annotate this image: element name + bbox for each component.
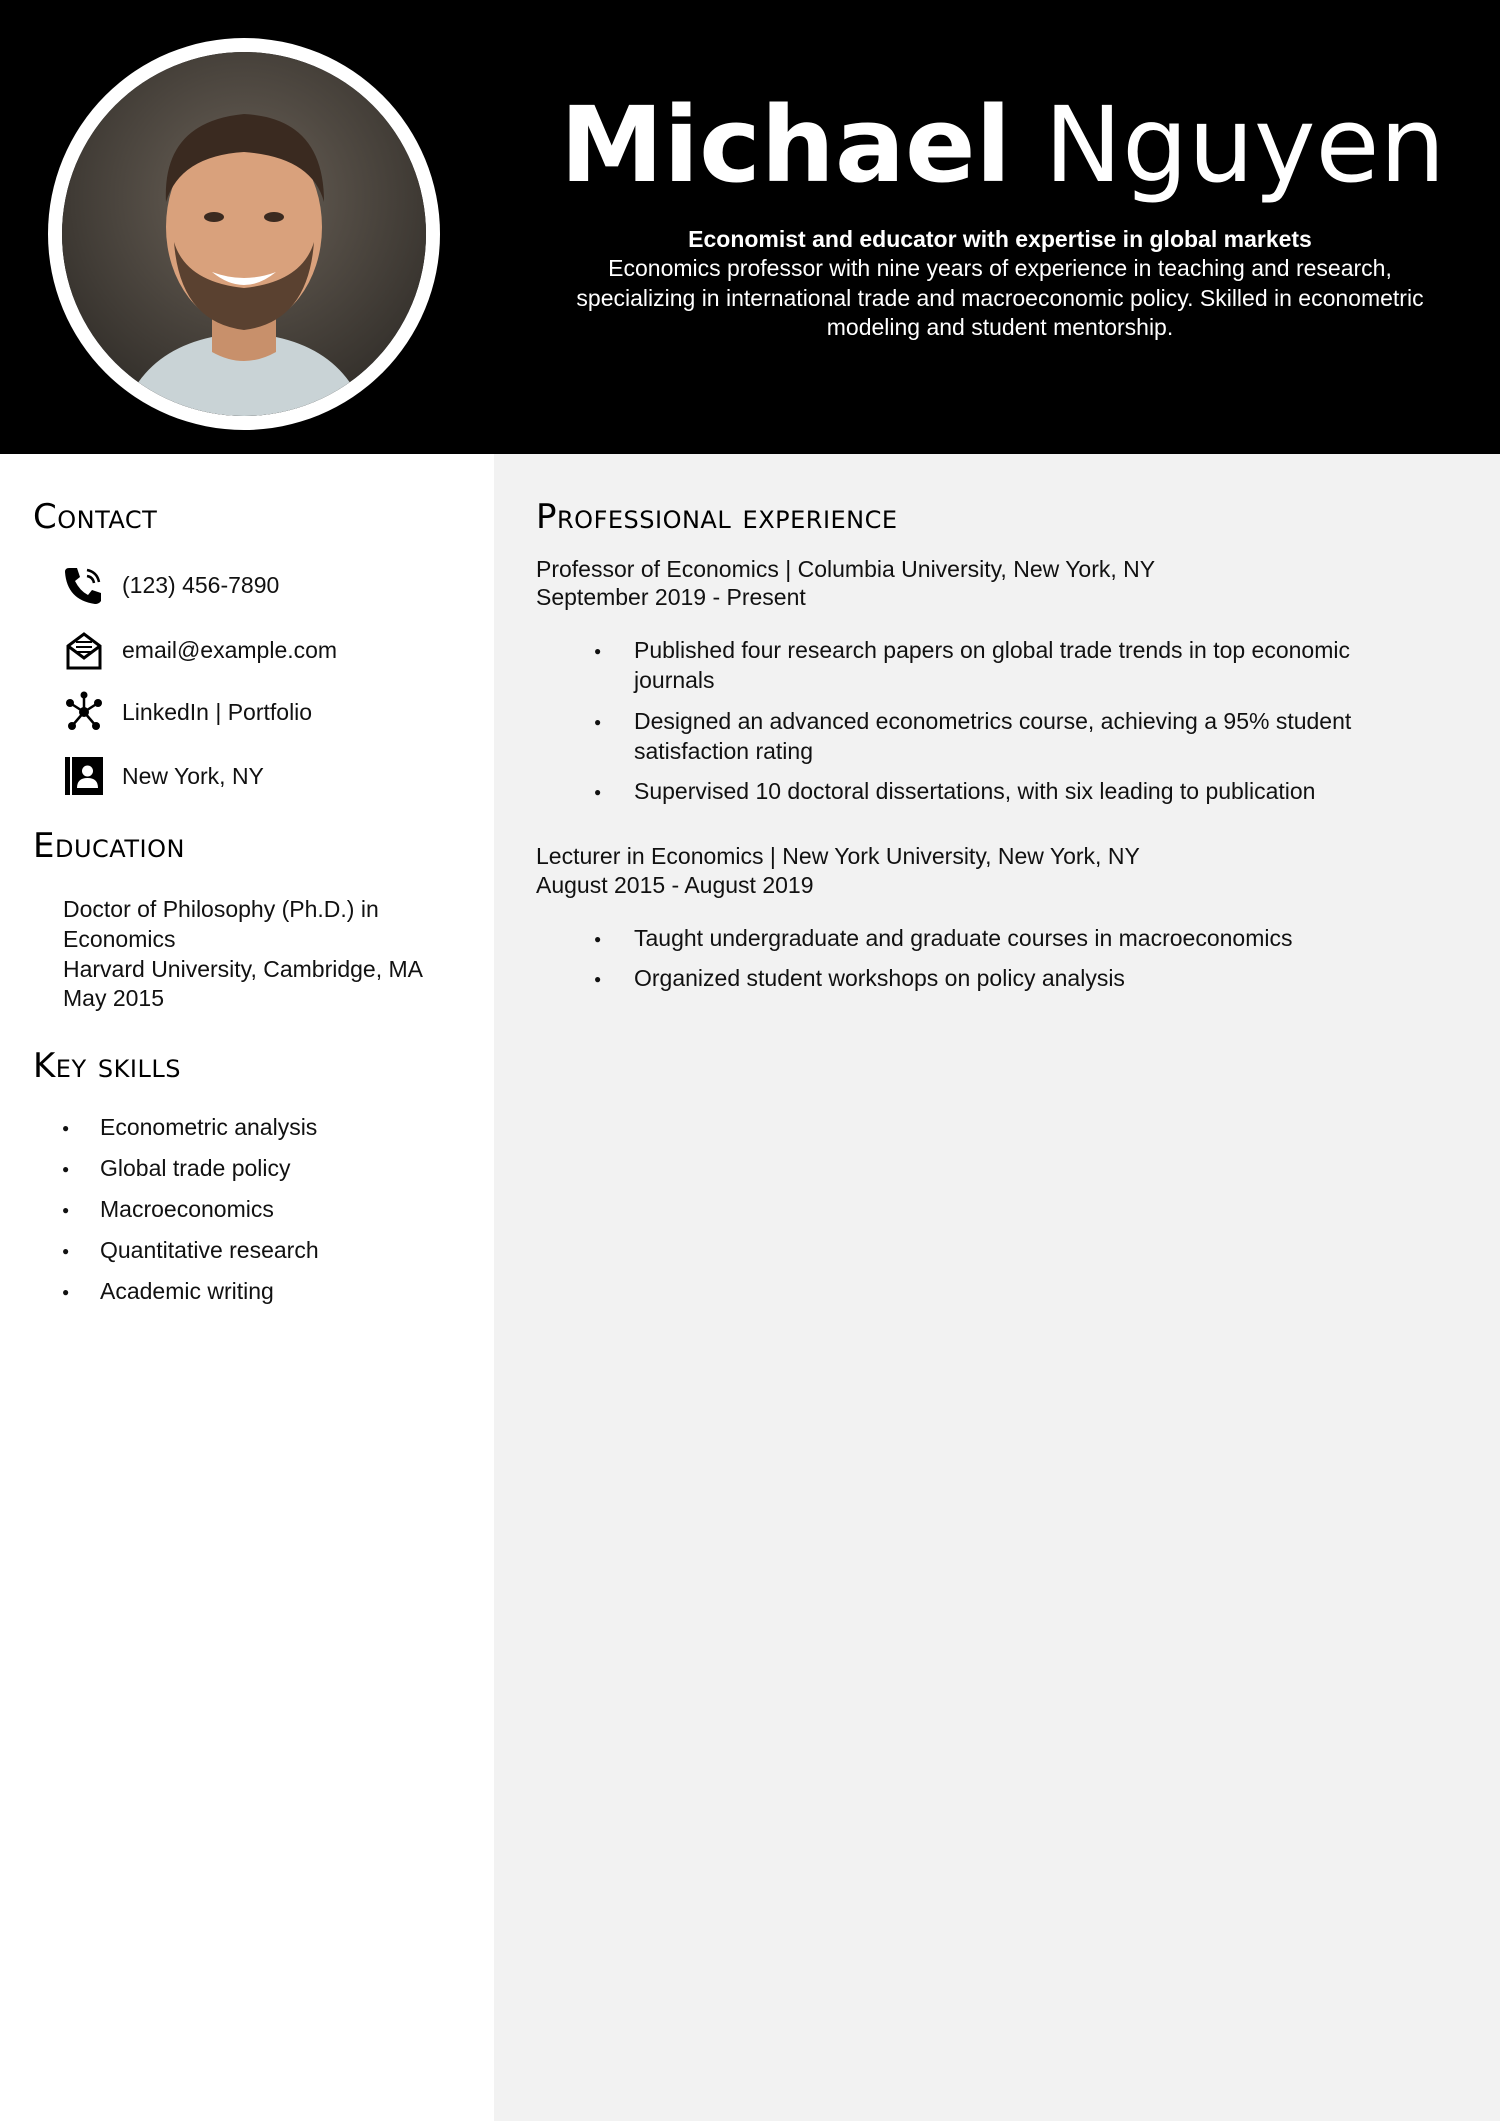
bullet-text: Supervised 10 doctoral dissertations, with six leading to publication: [634, 778, 1316, 804]
bullet-text: Published four research papers on global trade trends in top economic journals: [634, 637, 1350, 693]
skill-text: Global trade policy: [100, 1155, 291, 1181]
skill-text: Quantitative research: [100, 1237, 319, 1263]
bullet-icon: [594, 636, 634, 695]
network-icon: [62, 690, 106, 734]
bullet-icon: [62, 1235, 100, 1269]
education-heading: Education: [33, 826, 185, 866]
job-1-bullet: [594, 636, 1434, 695]
bullet-text: Organized student workshops on policy analysis: [634, 965, 1125, 991]
envelope-icon: [62, 628, 106, 672]
job-1-dates: September 2019 - Present: [536, 584, 806, 610]
profile-photo-frame: [48, 38, 440, 430]
job-1-bullet: [594, 707, 1434, 766]
profile-photo: [62, 52, 426, 416]
bullet-icon: [62, 1276, 100, 1310]
bullet-icon: [594, 777, 634, 811]
skill-text: Academic writing: [100, 1278, 274, 1304]
bullet-text: Designed an advanced econometrics course, achieving a 95% student satisfaction rating: [634, 708, 1352, 764]
job-2-bullet: [594, 964, 1434, 998]
skill-text: Econometric analysis: [100, 1114, 318, 1140]
first-name: Michael: [560, 84, 1012, 206]
skill-item: [62, 1235, 319, 1269]
tagline: Economist and educator with expertise in global markets: [688, 226, 1312, 252]
contact-email[interactable]: [62, 628, 337, 672]
skill-text: Macroeconomics: [100, 1196, 274, 1222]
bullet-icon: [594, 964, 634, 998]
skill-item: [62, 1153, 291, 1187]
last-name: Nguyen: [1044, 84, 1446, 206]
bullet-icon: [62, 1153, 100, 1187]
phone-icon: [62, 563, 106, 607]
bullet-icon: [62, 1112, 100, 1146]
experience-heading: Professional experience: [536, 497, 898, 537]
main-content: [494, 454, 1500, 2121]
header-banner: [0, 0, 1500, 454]
contact-phone: [62, 563, 279, 607]
location-text: New York, NY: [122, 762, 264, 789]
skill-item: [62, 1194, 274, 1228]
bullet-icon: [594, 707, 634, 766]
contact-links[interactable]: [62, 690, 312, 734]
email-link[interactable]: email@example.com: [122, 636, 338, 663]
address-book-icon: [62, 754, 106, 798]
candidate-name: [560, 80, 1446, 210]
skill-item: [62, 1112, 317, 1146]
contact-location: [62, 754, 264, 798]
degree-line-1: Doctor of Philosophy (Ph.D.) in: [63, 896, 379, 922]
bullet-icon: [594, 924, 634, 958]
phone-text: (123) 456-7890: [122, 571, 280, 598]
degree-line-2: Economics: [63, 926, 176, 952]
job-1-bullet: [594, 777, 1434, 811]
contact-heading: Contact: [33, 497, 158, 537]
job-2-dates: August 2015 - August 2019: [536, 872, 814, 898]
bullet-text: Taught undergraduate and graduate courses in macroeconomics: [634, 925, 1293, 951]
skill-item: [62, 1276, 274, 1310]
graduation-date: May 2015: [63, 985, 165, 1011]
linkedin-portfolio-link[interactable]: LinkedIn | Portfolio: [122, 698, 313, 725]
skills-heading: Key skills: [33, 1046, 181, 1086]
school-name: Harvard University, Cambridge, MA: [63, 956, 424, 982]
job-2-bullet: [594, 924, 1434, 958]
job-2-role: Lecturer in Economics | New York University, New York, NY: [536, 843, 1140, 869]
job-1-role: Professor of Economics | Columbia University, New York, NY: [536, 556, 1156, 582]
summary: Economics professor with nine years of experience in teaching and research, specializing in international trade and macroeconomic policy. Skilled in econometric modeling and student mentorship.: [576, 255, 1424, 340]
bullet-icon: [62, 1194, 100, 1228]
